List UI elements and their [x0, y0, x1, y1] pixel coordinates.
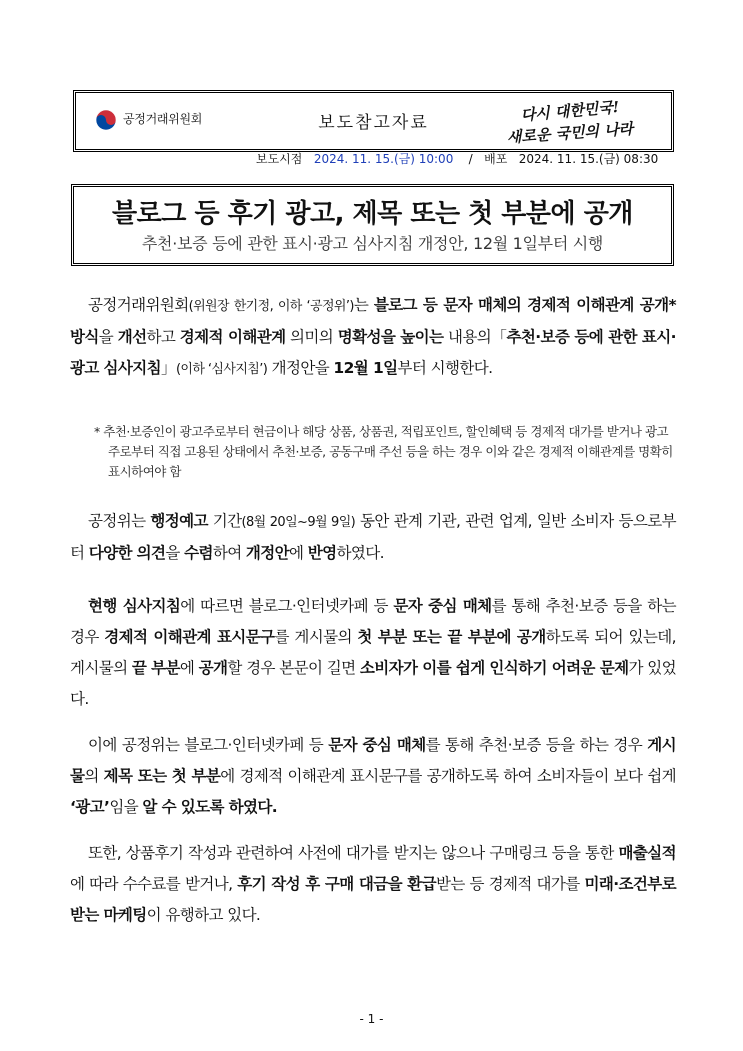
text-run-bold: 추천·보증 등에 관한 표시·광고 심사지침 — [70, 328, 676, 377]
text-run: 할 경우 본문이 길면 — [227, 659, 360, 677]
text-run: 가 있었다. — [70, 659, 677, 708]
text-run-bold: 공개 — [198, 659, 228, 677]
text-run-bold: 블로그 등 문자 매체의 경제적 이해관계 공개 — [373, 296, 669, 314]
text-run-bold: 현행 심사지침 — [88, 597, 181, 615]
page-subtitle: 추천·보증 등에 관한 표시·광고 심사지침 개정안, 12월 1일부터 시행 — [141, 234, 604, 253]
text-run-bold: 명확성을 높이는 — [337, 328, 444, 346]
text-run: 개정안을 — [267, 359, 334, 377]
text-run: 이 유행하고 있다. — [146, 906, 261, 924]
text-run: 에 경제적 이해관계 표시문구를 공개하도록 하여 소비자들이 보다 쉽게 — [220, 767, 676, 785]
text-run: (위원장 한기정, 이하 ‘공정위’) — [188, 299, 354, 314]
text-run: 공정거래위원회 — [88, 296, 189, 314]
agency-name: 공정거래위원회 — [123, 112, 203, 126]
document-type: 보도참고자료 — [318, 113, 429, 133]
text-run: 임을 — [109, 798, 143, 816]
text-run-bold: 문자 중심 매체 — [328, 736, 426, 754]
paragraph-5-text — [70, 838, 676, 931]
text-run-bold: 개선 — [117, 328, 147, 346]
text-run: 하고 — [146, 328, 180, 346]
text-run-bold: 경제적 이해관계 표시문구 — [104, 628, 275, 646]
text-run-bold: 소비자가 이를 쉽게 인식하기 어려운 문제 — [359, 659, 629, 677]
distribution-label: 배포 — [484, 152, 508, 166]
title-box — [73, 186, 672, 264]
text-run: 하도록 되어 있는데, 게시물의 — [70, 628, 676, 677]
text-run: 하였다. — [336, 544, 384, 562]
text-run-bold: 경제적 이해관계 — [179, 328, 286, 346]
release-separator: / — [468, 152, 473, 166]
distribution-value: 2024. 11. 15.(금) 08:30 — [518, 152, 659, 166]
text-run: 에 — [179, 659, 199, 677]
text-run-bold: 문자 중심 매체 — [393, 597, 492, 615]
text-run-bold: ‘광고’ — [70, 798, 110, 816]
text-run: 에 — [289, 544, 308, 562]
text-run-bold: 매출실적 — [618, 844, 676, 862]
text-run: 에 따라 수수료를 받거나, — [70, 875, 238, 893]
text-run-bold: 첫 부분 또는 끝 부분에 공개 — [357, 628, 546, 646]
text-run-bold: * 방식 — [70, 296, 677, 346]
paragraph-2-text — [70, 506, 676, 569]
text-run-bold: 제목 또는 첫 부분 — [103, 767, 221, 785]
text-run-bold: 다양한 의견 — [88, 544, 166, 562]
text-run: (이하 ‘심사지침’) — [175, 362, 268, 377]
paragraph-2 — [70, 506, 676, 569]
text-run: 받는 등 경제적 대가를 — [435, 875, 585, 893]
text-run-bold: 미래·조건부로 받는 마케팅 — [70, 875, 676, 924]
embargo-value: 2024. 11. 15.(금) 10:00 — [313, 152, 454, 166]
release-info — [256, 150, 658, 167]
text-run-bold: 후기 작성 후 구매 대금을 환급 — [237, 875, 436, 893]
page-title: 블로그 등 후기 광고, 제목 또는 첫 부분에 공개 — [112, 199, 633, 229]
text-run-bold: 게시물 — [70, 736, 676, 785]
text-run-bold: 수렴 — [184, 544, 213, 562]
text-run: 의미의 — [285, 328, 338, 346]
slogan-calligraphy — [501, 96, 641, 146]
text-run: 하여 — [212, 544, 246, 562]
text-run: 동안 관계 기관, 관련 업계, 일반 소비자 등으로부터 — [70, 512, 677, 562]
text-run-bold: 개정안 — [245, 544, 290, 562]
text-run: 기간 — [207, 512, 242, 530]
text-run: 의 — [84, 767, 104, 785]
text-run: 이에 공정위는 블로그·인터넷카페 등 — [88, 736, 329, 754]
text-run: 을 — [165, 544, 185, 562]
text-run: 을 — [98, 328, 118, 346]
slogan-line-2: 새로운 국민의 나라 — [506, 119, 634, 146]
text-run: (8월 20일~9월 9일) — [241, 515, 356, 530]
text-run-bold: 알 수 있도록 하였다. — [142, 798, 278, 816]
paragraph-3-text — [70, 591, 676, 715]
text-run: 공정위는 — [88, 512, 151, 530]
paragraph-1 — [70, 290, 676, 385]
footnote-text: * 추천·보증인이 광고주로부터 현금이나 해당 상품, 상품권, 적립포인트, 할인혜택 등 경제적 대가를 받거나 광고주로부터 직접 고용된 상태에서 추천·보증, 공동구매 주선 등을 하는 경우 이와 같은 경제적 이해관계를 명확히 표시하여야 함 — [94, 424, 673, 479]
text-run-bold: 12월 1일 — [333, 359, 398, 377]
text-run: 를 게시물의 — [274, 628, 358, 646]
paragraph-3 — [70, 591, 676, 715]
text-run: 내용의「 — [443, 328, 507, 346]
paragraph-4 — [70, 730, 676, 823]
text-run: 는 — [353, 296, 374, 314]
text-run-bold: 행정예고 — [150, 512, 208, 530]
text-run-bold: 반영 — [307, 544, 337, 562]
slogan-line-1: 다시 대한민국! — [519, 97, 620, 125]
text-run: 를 통해 추천·보증 등을 하는 경우 — [425, 736, 648, 754]
text-run: 」 — [161, 359, 176, 377]
text-run: 에 따르면 블로그·인터넷카페 등 — [180, 597, 394, 615]
embargo-label: 보도시점 — [256, 152, 303, 166]
paragraph-5 — [70, 838, 676, 931]
footnote — [70, 422, 676, 482]
text-run: 를 통해 추천·보증 등을 하는 경우 — [70, 597, 676, 646]
text-run-bold: 끝 부분 — [131, 659, 180, 677]
page-number: - 1 - — [359, 1012, 384, 1026]
text-run: 또한, 상품후기 작성과 관련하여 사전에 대가를 받지는 않으나 구매링크 등을 통한 — [88, 844, 619, 862]
text-run: 부터 시행한다. — [397, 359, 493, 377]
paragraph-4-text — [70, 730, 676, 823]
header-box — [75, 92, 672, 150]
paragraph-1-text — [70, 290, 676, 385]
